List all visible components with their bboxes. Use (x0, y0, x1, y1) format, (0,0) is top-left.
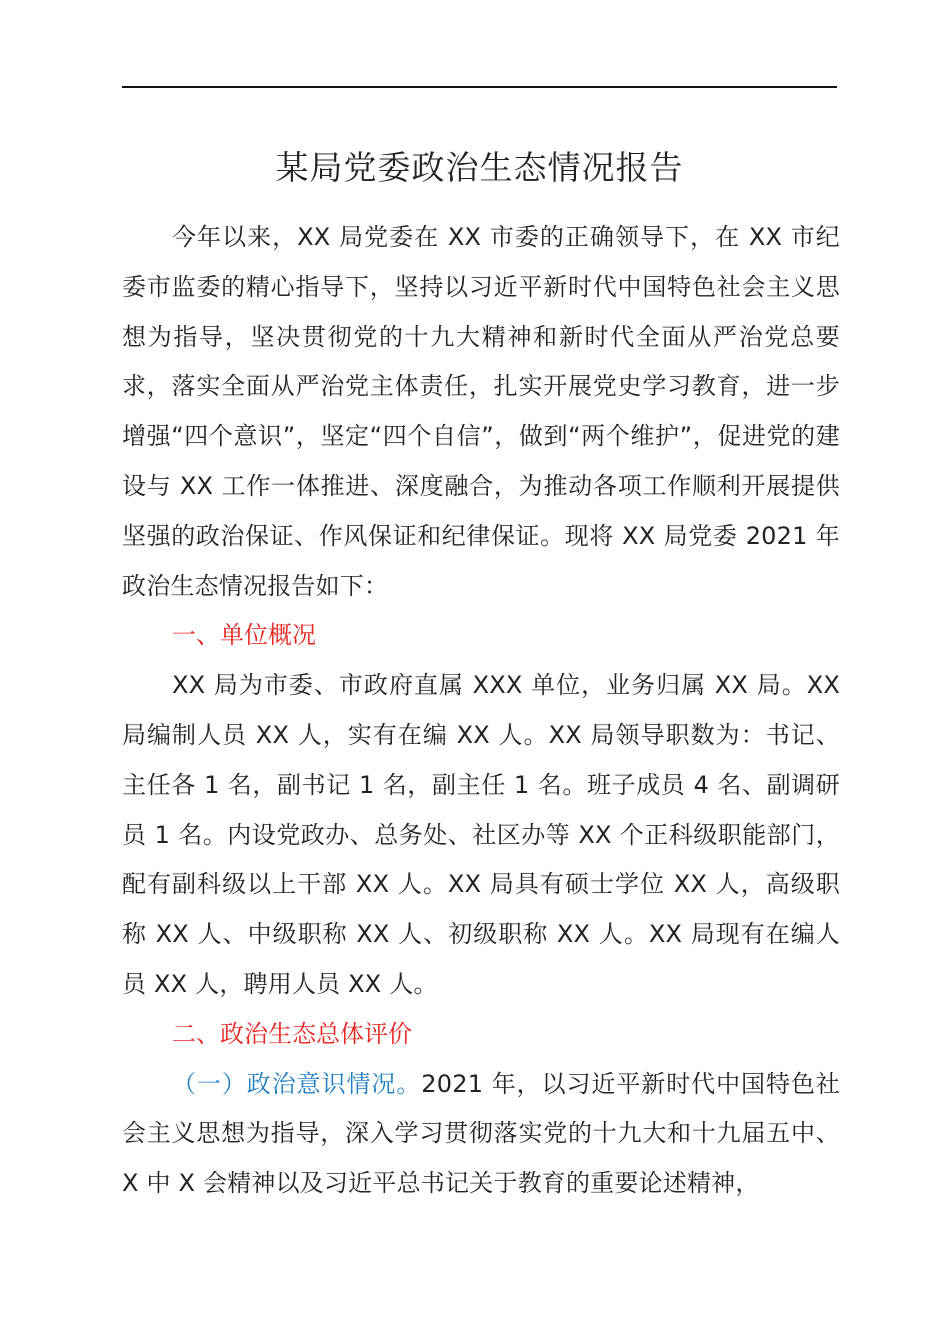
subheading-political-awareness: （一）政治意识情况。 (172, 1069, 422, 1098)
section-heading-overall-evaluation: 二、政治生态总体评价 (172, 1019, 412, 1048)
document-body (122, 213, 840, 1209)
intro-paragraph: 今年以来，XX 局党委在 XX 市委的正确领导下，在 XX 市纪委市监委的精心指导下，坚持以习近平新时代中国特色社会主义思想为指导，坚决贯彻党的十九大精神和新时代全面从严治党总要求，落实全面从严治党主体责任，扎实开展党史学习教育，进一步增强“四个意识”，坚定“四个自信”，做到“两个维护”，促进党的建设与 XX 工作一体推进、深度融合，为推动各项工作顺利开展提供坚强的政治保证、作风保证和纪律保证。现将 XX 局党委 2021 年政治生态情况报告如下： (122, 223, 840, 600)
unit-overview-paragraph: XX 局为市委、市政府直属 XXX 单位，业务归属 XX 局。XX 局编制人员 XX 人，实有在编 XX 人。XX 局领导职数为：书记、主任各 1 名，副书记 1 名，副主任 1 名。班子成员 4 名、副调研员 1 名。内设党政办、总务处、社区办等 XX 个正科级职能部门，配有副科级以上干部 XX 人。XX 局具有硕士学位 XX 人，高级职称 XX 人、中级职称 XX 人、初级职称 XX 人。XX 局现有在编人员 XX 人，聘用人员 XX 人。 (122, 671, 840, 998)
header-rule (122, 86, 837, 88)
political-awareness-paragraph (122, 1060, 840, 1209)
section-heading-unit-overview: 一、单位概况 (172, 621, 316, 650)
political-awareness-text: 2021 年，以习近平新时代中国特色社会主义思想为指导，深入学习贯彻落实党的十九大和十九届五中、X 中 X 会精神以及习近平总书记关于教育的重要论述精神， (122, 1069, 841, 1198)
document-title: 某局党委政治生态情况报告 (275, 148, 684, 187)
